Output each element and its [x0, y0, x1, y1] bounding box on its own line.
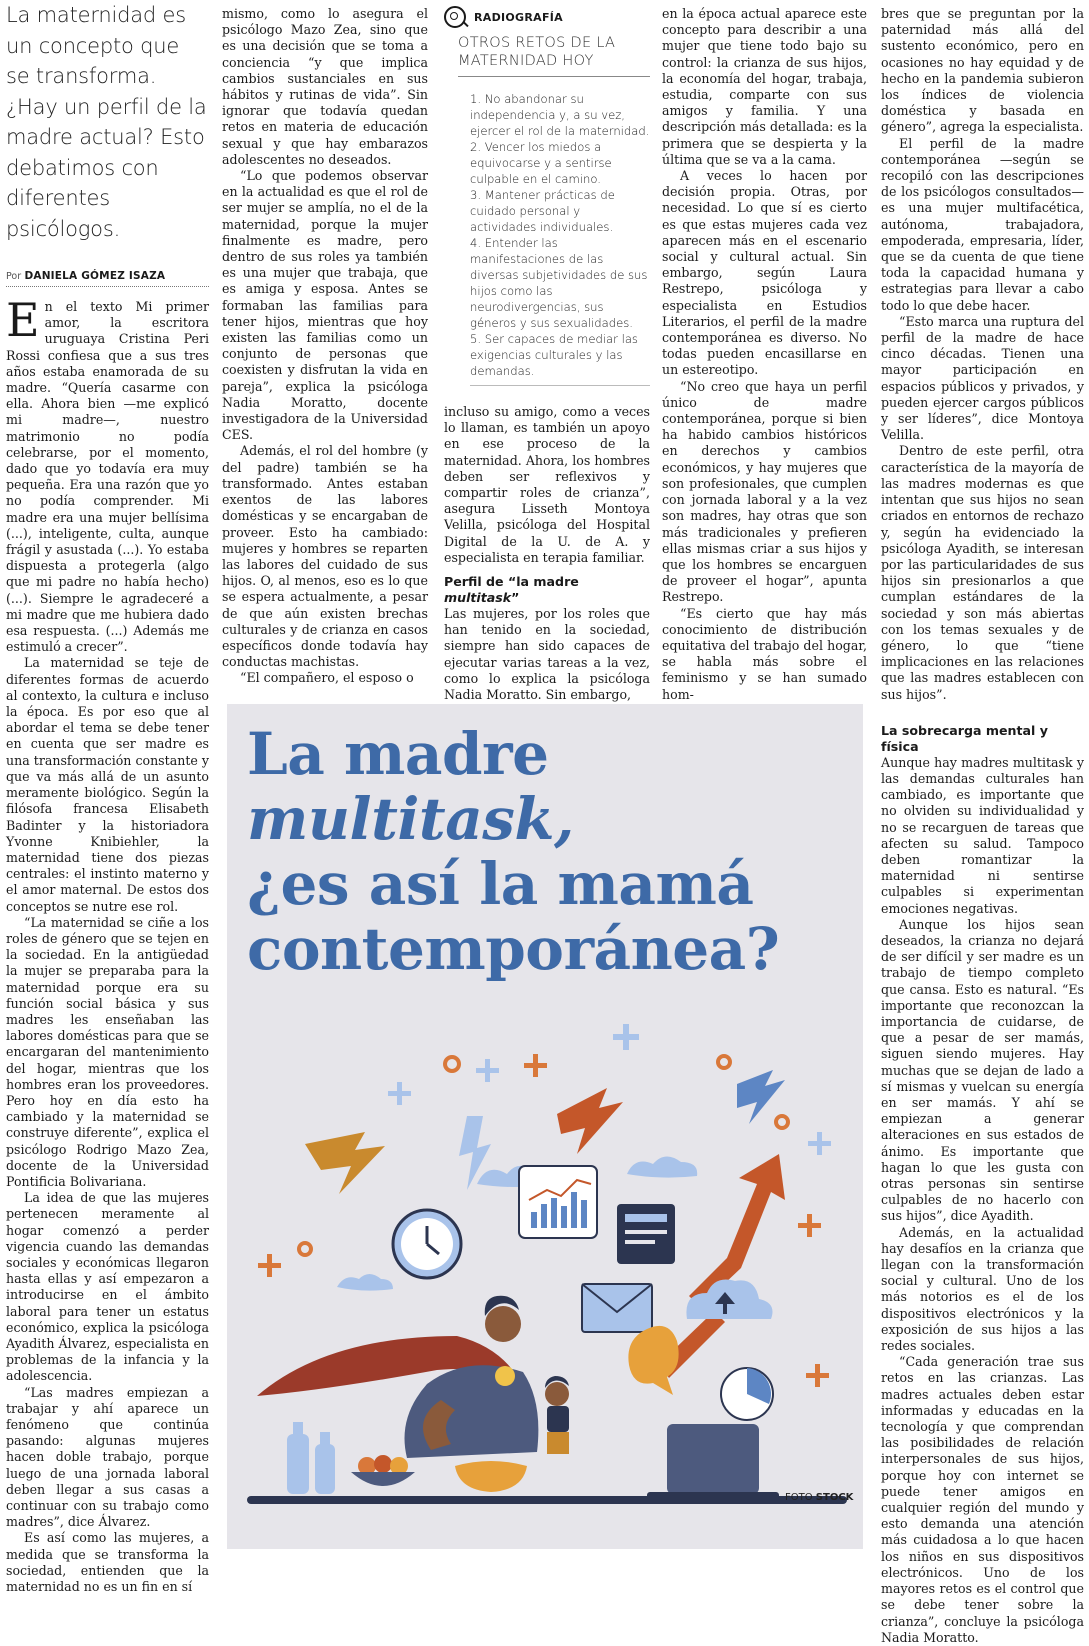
laptop-icon: [647, 1424, 779, 1500]
headline: [247, 722, 847, 982]
lightning-icon: [305, 1132, 385, 1194]
sidebar-title-line: OTROS RETOS DE LA: [458, 35, 616, 51]
list-item: 3. Mantener prácticas de cuidado personal y actividades individuales.: [470, 188, 615, 234]
paragraph: Además, en la actualidad hay desafíos en la crianza que llegan con la transformación social y cultural. Uno de los más notorios es el de los dispositivos electrónicos y la exposición de sus hijos a las redes sociales.: [881, 1224, 1084, 1354]
paragraph: A veces lo hacen por decisión propia. Otras, por necesidad. Lo que sí es cierto es que estas mujeres cada vez aparecen más en el escenario social y cultural actual. Sin embargo, según Laura Restrepo, psicóloga y especialista en Estudios Literarios, el perfil de la madre contemporánea es diverso. No todas pueden encasillarse en un estereotipo.: [662, 168, 867, 378]
paragraph: Dentro de este perfil, otra característica de la mayoría de las madres modernas es que intentan que sus hijos no sean criados en entornos de rechazo y, según ha evidenciado la psicóloga Ayadith, se interesan por las particularidades de sus hijos sin presionarlos a que cumplan estándares de la sociedad y son más abiertas con los temas sexuales y de género, lo que “tiene implicaciones en las relaciones que las madres establecen con sus hijos”.: [881, 443, 1084, 702]
paragraph: “Cada generación trae sus retos en las crianzas. Las madres actuales deben estar informadas y educadas en la tecnología y que comprendan las posibilidades de relación interpersonales de sus hijos, porque hoy con internet se puede tener amigos en cualquier región del mundo y esto demanda una atención más cuidadosa a lo que hacen los niños en sus dispositivos electrónicos. Uno de los mayores retos es el control que se debe tener sobre la crianza”, concluye la psicóloga Nadia Moratto.: [881, 1354, 1084, 1645]
paragraph: mismo, como lo asegura el psicólogo Mazo Zea, sino que es una decisión que se toma a conciencia “y que implica cambios sustanciales en sus hábitos y rutinas de vida”. Sin ignorar que todavía quedan retos en materia de educación sexual y que hay embarazos adolescentes no deseados.: [222, 6, 428, 167]
article-column-3: [444, 6, 650, 703]
list-item: 1. No abandonar su independencia y, a su vez, ejercer el rol de la maternidad.: [470, 92, 650, 138]
bottle-icons: [287, 1422, 335, 1494]
paragraph: en la época actual aparece este concepto para describir a una mujer que tiene todo bajo su control: la crianza de sus hijos, la economía del hogar, trabaja, estudia, comparte con sus amigos y familia. Y una descripción más detallada: es la primera que se despierta y la última que se va a la cama.: [662, 6, 867, 167]
feature-panel: [227, 704, 863, 1549]
paragraph: “El compañero, el esposo o: [240, 670, 414, 686]
clock-icon: [393, 1210, 461, 1278]
paragraph: bres que se preguntan por la paternidad más allá del sustento económico, pero en ocasiones no hay equidad y de hecho en la pandemia subieron los índices de violencia doméstica y basada en género”, agrega la especialista.: [881, 6, 1084, 135]
subheading: [444, 574, 650, 606]
paragraph: incluso su amigo, como a veces lo llaman, es también un apoyo en ese proceso de la maternidad. Ahora, los hombres deben ser reflexivos y compartir roles de crianza”, asegura Lisseth Montoya Velilla, psicóloga del Hospital Digital de la U. de A. y especialista en terapia familiar.: [444, 404, 650, 565]
sidebar-title: [458, 34, 650, 77]
paragraph: El perfil de la madre contemporánea —según se recopiló con las descripciones de los psicólogos consultados— es una mujer multifacética, autónoma, trabajadora, empoderada, empresaria, líder, que se da cuenta de que tiene toda la capacidad humana y estrategias para llevar a cabo todo lo que debe hacer.: [881, 135, 1084, 313]
list-item: 4. Entender las manifestaciones de las diversas subjetividades de sus hijos como las neurodivergencias, sus géneros y sus sexualidades.: [470, 236, 648, 330]
article-column-5: [881, 6, 1084, 1645]
magnifier-icon: [444, 6, 466, 28]
table-surface: [247, 1496, 847, 1504]
subheading-italic: multitask: [444, 590, 512, 606]
list-item: 5. Ser capaces de mediar las exigencias culturales y las demandas.: [470, 332, 638, 378]
paragraph: La idea de que las mujeres pertenecen meramente al hogar comenzó a perder vigencia cuando las demandas sociales y económicas llegaron hasta ellas y así empezaron a introducirse en el ámbito laboral para tener un estatus económico, explica la psicóloga Ayadith Álvarez, especialista en problemas de la infancia y la adolescencia.: [6, 1190, 210, 1384]
paragraph: Además, el rol del hombre (y del padre) también se ha transformado. Antes estaban exentos de las labores domésticas y se encargaban de proveer. Esto ha cambiado: mujeres y hombres se reparten las labores del cuidado de sus hijos. O, al menos, eso es lo que se espera actualmente, a pesar de que aún existen brechas culturales y de crianza en casos específicos donde todavía hay conductas machistas.: [222, 443, 428, 670]
article-deck: La maternidad es un concepto que se transforma. ¿Hay un perfil de la madre actual? Esto debatimos con diferentes psicólogos.: [6, 3, 207, 241]
photo-credit: [785, 1492, 853, 1503]
headline-line: ¿es así la mamá: [247, 850, 754, 918]
lightning-icon: [557, 1088, 623, 1154]
drop-cap: E: [6, 293, 40, 347]
multitask-mother-illustration: [227, 1004, 863, 1549]
paragraph: “Lo que podemos observar en la actualidad es que el rol de ser mujer se amplía, no el de la maternidad, porque la mujer finalmente es madre, pero dentro de sus roles ya también es una mujer que trabaja, que es amiga y esposa. Antes se formaban las familias para tener hijos, mientras que hoy existen las familias como un conjunto de personas que coexisten y disfrutan la vida en pareja”, explica la psicóloga Nadia Moratto, docente investigadora de la Universidad CES.: [222, 168, 428, 443]
sidebar-title-line: MATERNIDAD HOY: [458, 53, 594, 69]
list-item: 2. Vencer los miedos a equivocarse y a sentirse culpable en el camino.: [470, 140, 612, 186]
sidebar-label: RADIOGRAFÍA: [474, 10, 563, 24]
subheading: La sobrecarga mental y física: [881, 722, 1048, 754]
subheading-text: ”: [511, 590, 520, 606]
headline-line: contemporánea?: [247, 915, 780, 983]
paragraph: Aunque los hijos sean deseados, la crianza no dejará de ser difícil y ser madre es un trabajo de tiempo completo que cansa. Esto es natural. “Es importante que reconozcan la importancia de cuidarse, de que a pesar de ser mamás, siguen siendo mujeres. Hay muchas que se dejan de lado a sí mismas y vuelcan su energía en ser mamás. Y ahí se empiezan a generar alteraciones en sus estados de ánimo. Es importante que hagan lo que les gusta con otras personas sin sentirse culpables de no hacerlo con sus hijos”, dice Ayadith.: [881, 916, 1084, 1224]
sidebar-box: [444, 6, 650, 386]
paragraph: Las mujeres, por los roles que han tenido en la sociedad, siempre han sido capaces de ejecutar varias tareas a la vez, como lo explica la psicóloga Nadia Moratto. Sin embargo,: [444, 606, 650, 703]
paragraph: “Esto marca una ruptura del perfil de la madre de hace cinco décadas. Tienen una mayor participación en espacios públicos y privados, y pueden ejercer cargos públicos y ser líderes”, dice Montoya Velilla.: [881, 313, 1084, 443]
sidebar-list: [470, 91, 650, 386]
article-column-2: [222, 6, 428, 686]
paragraph: La maternidad se teje de diferentes formas de acuerdo al contexto, la cultura e incluso la época. Es por eso que al abordar el tema se debe tener en cuenta que ser madre es una transformación constante y que va más allá de un asunto meramente biológico. Según la filósofa francesa Elisabeth Badinter y la historiadora Yvonne Knibiehler, la maternidad tiene dos piezas centrales: el instinto materno y el amor maternal. De estos dos conceptos se nutre ese rol.: [6, 655, 209, 914]
paragraph: Es así como las mujeres, a medida que se transforma la sociedad, entienden que la maternidad no es un fin en sí: [6, 1530, 209, 1595]
growth-arrow-icon: [659, 1154, 785, 1378]
article-column-1: [6, 0, 210, 1595]
child-figure: [545, 1376, 569, 1454]
upload-cloud-icon: [686, 1280, 772, 1320]
credit-prefix: FOTO: [785, 1492, 813, 1503]
paragraph: “Las madres empiezan a trabajar y ahí aparece un fenómeno que continúa pasando: algunas mujeres hacen doble trabajo, porque luego de una jornada laboral deben llegar a sus casas a continuar con su trabajo como madres”, dice Álvarez.: [6, 1384, 209, 1530]
subheading-text: Perfil de “la madre: [444, 574, 579, 590]
headline-line: multitask,: [247, 785, 574, 853]
pie-chart-icon: [721, 1368, 773, 1420]
paragraph: Aunque hay madres multitask y las demandas culturales han cambiado, es importante que no olviden su individualidad y no se recarguen de tareas que afecten su salud. Tampoco deben romantizar la maternidad ni sentirse culpables si experimentan emociones negativas.: [881, 754, 1084, 916]
byline-prefix: Por: [6, 271, 22, 282]
paragraph-text: n el texto Mi primer amor, la escritora uruguaya Cristina Peri Rossi confiesa que a sus tres años estaba enamorada de su madre. “Quería casarme con ella. Ahora bien —me explicó mi madre—, nuestro matrimonio no podía celebrarse, por el momento, dado que yo todavía era muy pequeña. Era una razón que yo no podía comprender. Mi madre era una mujer bellísima (...), inteligente, culta, aunque frágil y asustada (...). Yo estaba dispuesta a protegerla (algo que mi padre no había hecho) (...). Siempre le agradeceré a mi madre que me hubiera dado esa respuesta. (...) Además me estimuló a crecer”.: [6, 299, 209, 655]
envelope-icon: [582, 1284, 652, 1332]
byline: [6, 270, 209, 287]
paragraph: “Es cierto que hay más conocimiento de distribución equitativa del trabajo del hogar, se habla más sobre el feminismo y se han sumado hom-: [662, 605, 867, 702]
paragraph: “La maternidad se ciñe a los roles de género que se tejen en la sociedad. En la antigüedad la mujer se preparaba para la maternidad porque era su función social básica y sus madres les enseñaban las labores domésticas para que se encargaran del mantenimiento del hogar, mientras que los hombres eran los proveedores. Pero hoy en día esto ha cambiado y la maternidad se construye diferente”, explica el psicólogo Rodrigo Mazo Zea, docente de la Universidad Pontificia Bolivariana.: [6, 914, 209, 1189]
chart-card-icon: [519, 1166, 597, 1238]
fruit-bowl-icon: [351, 1455, 415, 1486]
cloud-icon: [627, 1156, 697, 1177]
credit-source: STOCK: [815, 1492, 854, 1503]
author-name: DANIELA GÓMEZ ISAZA: [24, 270, 166, 282]
paragraph: “No creo que haya un perfil único de madre contemporánea, porque si bien ha habido cambios históricos en derechos y cambios económicos, y hay mujeres que son profesionales, que cumplen con jornada laboral y a la vez son madres, hay otras que son más tradicionales y prefieren ellas mismas criar a sus hijos y que los hombres se encarguen de proveer el hogar”, apunta Restrepo.: [662, 378, 867, 605]
paragraph: [6, 293, 209, 655]
cloud-icon: [337, 1274, 393, 1291]
speech-bubble-icon: [628, 1326, 678, 1395]
notepad-icon: [617, 1204, 675, 1264]
headline-line: La madre: [247, 720, 549, 788]
sidebar-header: [444, 6, 650, 28]
article-column-4: [662, 6, 867, 702]
basket-icon: [455, 1461, 527, 1492]
